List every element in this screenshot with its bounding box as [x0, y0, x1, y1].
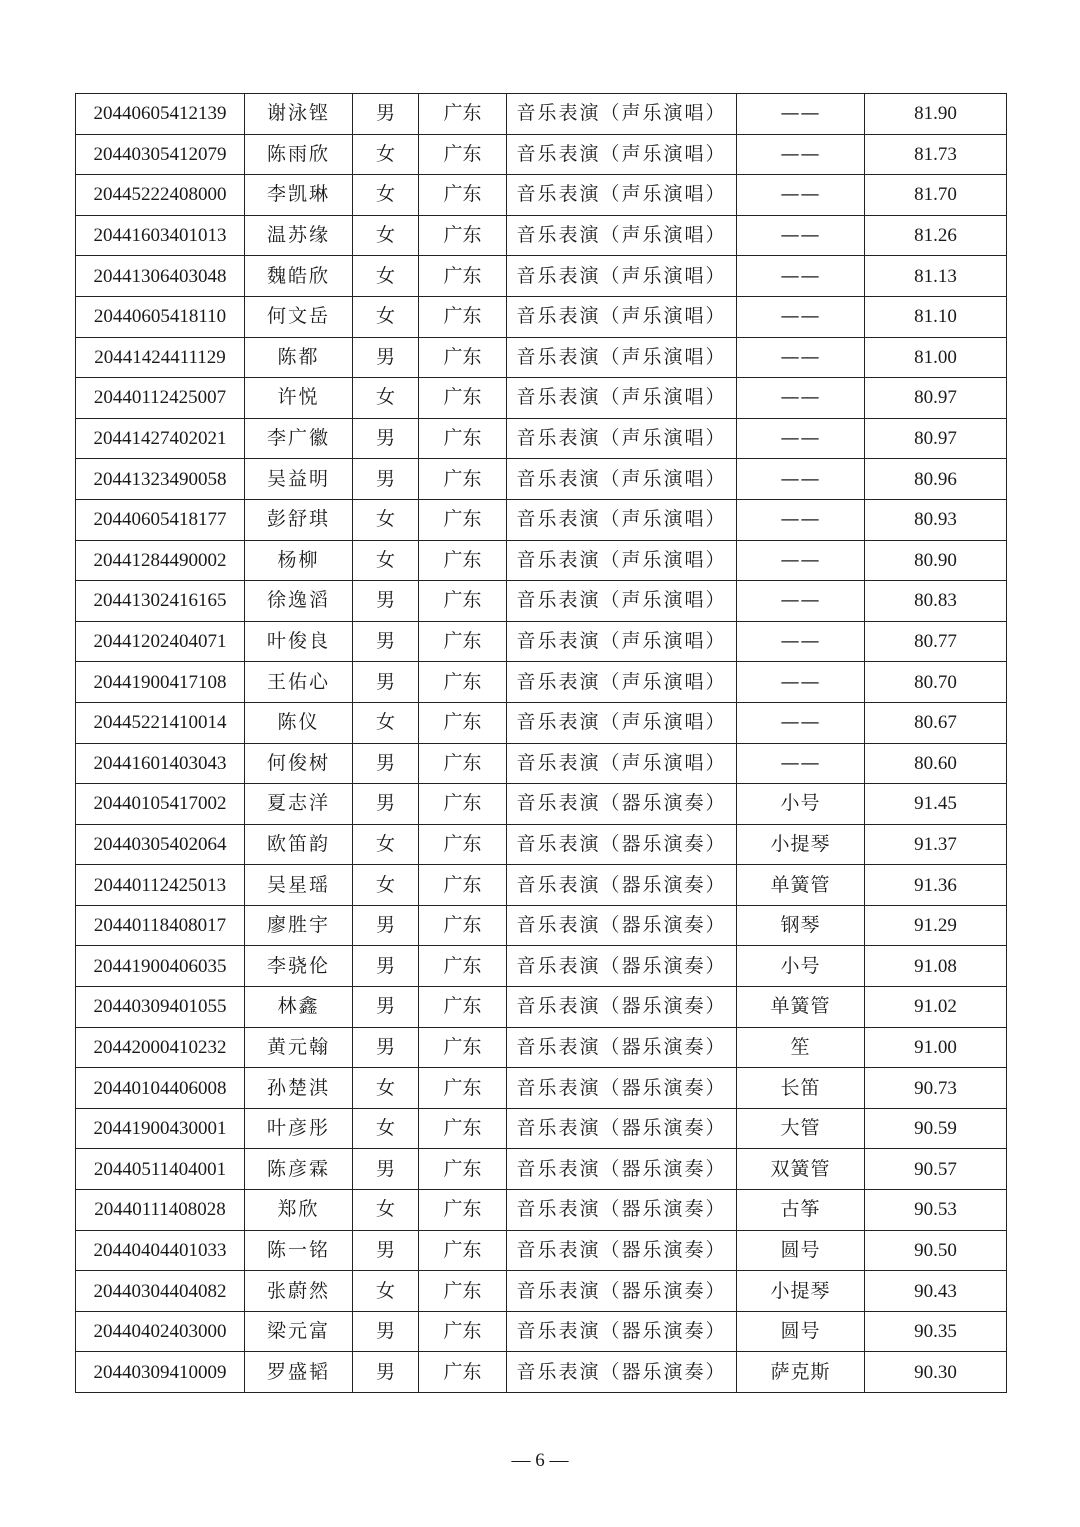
cell-candidate-id: 20441306403048: [76, 256, 245, 297]
cell-score: 80.77: [865, 621, 1007, 662]
cell-major: 音乐表演（器乐演奏）: [507, 1230, 737, 1271]
cell-candidate-id: 20440104406008: [76, 1068, 245, 1109]
cell-gender: 女: [353, 175, 419, 216]
cell-province: 广东: [419, 784, 507, 825]
cell-gender: 女: [353, 215, 419, 256]
table-row: [76, 905, 1007, 946]
table-row: [76, 621, 1007, 662]
cell-name: 何俊树: [245, 743, 353, 784]
cell-instrument: ——: [737, 743, 865, 784]
cell-province: 广东: [419, 1271, 507, 1312]
cell-major: 音乐表演（声乐演唱）: [507, 256, 737, 297]
cell-name: 孙楚淇: [245, 1068, 353, 1109]
cell-major: 音乐表演（器乐演奏）: [507, 824, 737, 865]
cell-score: 81.90: [865, 94, 1007, 135]
cell-score: 91.45: [865, 784, 1007, 825]
cell-major: 音乐表演（器乐演奏）: [507, 1271, 737, 1312]
cell-instrument: 小号: [737, 946, 865, 987]
cell-score: 90.59: [865, 1108, 1007, 1149]
cell-instrument: ——: [737, 581, 865, 622]
cell-major: 音乐表演（声乐演唱）: [507, 499, 737, 540]
cell-score: 80.67: [865, 702, 1007, 743]
cell-instrument: ——: [737, 621, 865, 662]
cell-candidate-id: 20441603401013: [76, 215, 245, 256]
cell-province: 广东: [419, 1027, 507, 1068]
cell-instrument: 古筝: [737, 1190, 865, 1231]
table-row: [76, 662, 1007, 703]
cell-score: 91.37: [865, 824, 1007, 865]
cell-gender: 男: [353, 581, 419, 622]
cell-candidate-id: 20441302416165: [76, 581, 245, 622]
cell-candidate-id: 20441424411129: [76, 337, 245, 378]
table-row: [76, 1271, 1007, 1312]
cell-major: 音乐表演（器乐演奏）: [507, 1027, 737, 1068]
table-row: [76, 175, 1007, 216]
cell-instrument: ——: [737, 418, 865, 459]
cell-candidate-id: 20440605418177: [76, 499, 245, 540]
cell-instrument: ——: [737, 662, 865, 703]
cell-gender: 男: [353, 94, 419, 135]
table-row: [76, 1352, 1007, 1393]
cell-candidate-id: 20441900430001: [76, 1108, 245, 1149]
cell-major: 音乐表演（声乐演唱）: [507, 175, 737, 216]
table-row: [76, 865, 1007, 906]
cell-major: 音乐表演（声乐演唱）: [507, 459, 737, 500]
cell-candidate-id: 20441284490002: [76, 540, 245, 581]
cell-candidate-id: 20440112425007: [76, 378, 245, 419]
cell-score: 80.97: [865, 378, 1007, 419]
cell-name: 陈彦霖: [245, 1149, 353, 1190]
cell-score: 90.30: [865, 1352, 1007, 1393]
table-row: [76, 134, 1007, 175]
cell-gender: 男: [353, 1230, 419, 1271]
cell-instrument: 圆号: [737, 1311, 865, 1352]
table-row: [76, 581, 1007, 622]
cell-name: 吴星瑶: [245, 865, 353, 906]
cell-province: 广东: [419, 1352, 507, 1393]
cell-gender: 男: [353, 987, 419, 1028]
cell-candidate-id: 20441323490058: [76, 459, 245, 500]
cell-score: 90.57: [865, 1149, 1007, 1190]
cell-province: 广东: [419, 256, 507, 297]
cell-score: 81.10: [865, 296, 1007, 337]
cell-gender: 男: [353, 662, 419, 703]
cell-province: 广东: [419, 662, 507, 703]
cell-major: 音乐表演（器乐演奏）: [507, 905, 737, 946]
cell-gender: 女: [353, 1190, 419, 1231]
cell-major: 音乐表演（器乐演奏）: [507, 1068, 737, 1109]
cell-gender: 女: [353, 1108, 419, 1149]
table-row: [76, 378, 1007, 419]
cell-province: 广东: [419, 824, 507, 865]
cell-gender: 女: [353, 378, 419, 419]
cell-major: 音乐表演（声乐演唱）: [507, 418, 737, 459]
cell-score: 81.26: [865, 215, 1007, 256]
cell-instrument: 单簧管: [737, 987, 865, 1028]
table-row: [76, 987, 1007, 1028]
cell-province: 广东: [419, 378, 507, 419]
cell-gender: 女: [353, 134, 419, 175]
cell-candidate-id: 20441900406035: [76, 946, 245, 987]
cell-province: 广东: [419, 215, 507, 256]
cell-major: 音乐表演（器乐演奏）: [507, 865, 737, 906]
cell-score: 81.70: [865, 175, 1007, 216]
cell-instrument: ——: [737, 296, 865, 337]
cell-major: 音乐表演（声乐演唱）: [507, 621, 737, 662]
cell-province: 广东: [419, 540, 507, 581]
cell-name: 谢泳铿: [245, 94, 353, 135]
cell-score: 90.50: [865, 1230, 1007, 1271]
table-row: [76, 540, 1007, 581]
cell-instrument: 笙: [737, 1027, 865, 1068]
table-row: [76, 459, 1007, 500]
cell-name: 吴益明: [245, 459, 353, 500]
table-row: [76, 1149, 1007, 1190]
cell-name: 李凯琳: [245, 175, 353, 216]
cell-candidate-id: 20440111408028: [76, 1190, 245, 1231]
cell-major: 音乐表演（声乐演唱）: [507, 743, 737, 784]
cell-major: 音乐表演（器乐演奏）: [507, 987, 737, 1028]
table-row: [76, 1108, 1007, 1149]
cell-candidate-id: 20440404401033: [76, 1230, 245, 1271]
cell-province: 广东: [419, 1108, 507, 1149]
admission-results-table: [75, 93, 1007, 1393]
cell-instrument: 大管: [737, 1108, 865, 1149]
cell-province: 广东: [419, 743, 507, 784]
cell-instrument: ——: [737, 540, 865, 581]
cell-instrument: ——: [737, 702, 865, 743]
cell-score: 80.60: [865, 743, 1007, 784]
cell-instrument: ——: [737, 499, 865, 540]
cell-name: 陈一铭: [245, 1230, 353, 1271]
cell-score: 90.53: [865, 1190, 1007, 1231]
cell-major: 音乐表演（声乐演唱）: [507, 540, 737, 581]
cell-instrument: ——: [737, 215, 865, 256]
cell-gender: 女: [353, 1068, 419, 1109]
cell-score: 80.97: [865, 418, 1007, 459]
cell-major: 音乐表演（器乐演奏）: [507, 784, 737, 825]
cell-instrument: ——: [737, 337, 865, 378]
cell-name: 叶彦彤: [245, 1108, 353, 1149]
cell-score: 91.08: [865, 946, 1007, 987]
cell-instrument: ——: [737, 459, 865, 500]
cell-candidate-id: 20440105417002: [76, 784, 245, 825]
cell-score: 80.96: [865, 459, 1007, 500]
cell-major: 音乐表演（声乐演唱）: [507, 662, 737, 703]
cell-candidate-id: 20440402403000: [76, 1311, 245, 1352]
cell-instrument: ——: [737, 256, 865, 297]
table-row: [76, 824, 1007, 865]
cell-candidate-id: 20445221410014: [76, 702, 245, 743]
cell-candidate-id: 20441427402021: [76, 418, 245, 459]
cell-gender: 女: [353, 702, 419, 743]
cell-major: 音乐表演（声乐演唱）: [507, 134, 737, 175]
cell-instrument: 小提琴: [737, 1271, 865, 1312]
cell-score: 90.43: [865, 1271, 1007, 1312]
cell-instrument: 长笛: [737, 1068, 865, 1109]
cell-gender: 女: [353, 256, 419, 297]
cell-name: 彭舒琪: [245, 499, 353, 540]
cell-gender: 男: [353, 743, 419, 784]
cell-instrument: 圆号: [737, 1230, 865, 1271]
cell-score: 81.73: [865, 134, 1007, 175]
cell-candidate-id: 20441900417108: [76, 662, 245, 703]
cell-gender: 男: [353, 946, 419, 987]
cell-province: 广东: [419, 296, 507, 337]
cell-province: 广东: [419, 865, 507, 906]
cell-candidate-id: 20440605418110: [76, 296, 245, 337]
cell-score: 91.36: [865, 865, 1007, 906]
cell-gender: 女: [353, 824, 419, 865]
cell-gender: 男: [353, 905, 419, 946]
cell-province: 广东: [419, 987, 507, 1028]
cell-gender: 女: [353, 540, 419, 581]
table-row: [76, 784, 1007, 825]
cell-major: 音乐表演（声乐演唱）: [507, 215, 737, 256]
cell-name: 王佑心: [245, 662, 353, 703]
cell-instrument: ——: [737, 94, 865, 135]
cell-instrument: 小号: [737, 784, 865, 825]
page-number: — 6 —: [511, 1450, 569, 1471]
cell-province: 广东: [419, 905, 507, 946]
cell-province: 广东: [419, 1190, 507, 1231]
cell-name: 温苏缘: [245, 215, 353, 256]
cell-name: 欧笛韵: [245, 824, 353, 865]
cell-gender: 女: [353, 499, 419, 540]
cell-major: 音乐表演（器乐演奏）: [507, 1149, 737, 1190]
cell-candidate-id: 20440511404001: [76, 1149, 245, 1190]
cell-province: 广东: [419, 94, 507, 135]
cell-province: 广东: [419, 499, 507, 540]
cell-candidate-id: 20441202404071: [76, 621, 245, 662]
cell-candidate-id: 20440118408017: [76, 905, 245, 946]
cell-instrument: ——: [737, 134, 865, 175]
cell-province: 广东: [419, 459, 507, 500]
cell-candidate-id: 20440305402064: [76, 824, 245, 865]
cell-province: 广东: [419, 1149, 507, 1190]
cell-name: 陈雨欣: [245, 134, 353, 175]
cell-province: 广东: [419, 946, 507, 987]
cell-candidate-id: 20440112425013: [76, 865, 245, 906]
cell-name: 徐逸滔: [245, 581, 353, 622]
cell-name: 陈都: [245, 337, 353, 378]
table-row: [76, 1311, 1007, 1352]
cell-gender: 男: [353, 418, 419, 459]
cell-major: 音乐表演（器乐演奏）: [507, 1311, 737, 1352]
cell-name: 林鑫: [245, 987, 353, 1028]
cell-candidate-id: 20440309401055: [76, 987, 245, 1028]
cell-name: 张蔚然: [245, 1271, 353, 1312]
cell-major: 音乐表演（声乐演唱）: [507, 581, 737, 622]
cell-score: 80.83: [865, 581, 1007, 622]
table-row: [76, 946, 1007, 987]
cell-name: 叶俊良: [245, 621, 353, 662]
cell-score: 91.00: [865, 1027, 1007, 1068]
cell-name: 黄元翰: [245, 1027, 353, 1068]
table-row: [76, 1230, 1007, 1271]
cell-candidate-id: 20440309410009: [76, 1352, 245, 1393]
cell-major: 音乐表演（器乐演奏）: [507, 1108, 737, 1149]
cell-name: 罗盛韬: [245, 1352, 353, 1393]
cell-province: 广东: [419, 621, 507, 662]
cell-province: 广东: [419, 337, 507, 378]
cell-score: 91.29: [865, 905, 1007, 946]
cell-candidate-id: 20440304404082: [76, 1271, 245, 1312]
table-row: [76, 702, 1007, 743]
cell-instrument: 小提琴: [737, 824, 865, 865]
table-row: [76, 337, 1007, 378]
cell-gender: 男: [353, 459, 419, 500]
cell-instrument: ——: [737, 378, 865, 419]
cell-instrument: 双簧管: [737, 1149, 865, 1190]
cell-province: 广东: [419, 702, 507, 743]
cell-province: 广东: [419, 175, 507, 216]
cell-name: 何文岳: [245, 296, 353, 337]
cell-gender: 女: [353, 1271, 419, 1312]
cell-major: 音乐表演（声乐演唱）: [507, 296, 737, 337]
cell-gender: 男: [353, 1027, 419, 1068]
table-body: [76, 94, 1007, 1393]
cell-major: 音乐表演（声乐演唱）: [507, 702, 737, 743]
table-row: [76, 418, 1007, 459]
cell-gender: 男: [353, 1149, 419, 1190]
cell-score: 91.02: [865, 987, 1007, 1028]
cell-instrument: 钢琴: [737, 905, 865, 946]
cell-province: 广东: [419, 1311, 507, 1352]
cell-candidate-id: 20441601403043: [76, 743, 245, 784]
cell-instrument: 单簧管: [737, 865, 865, 906]
table-row: [76, 296, 1007, 337]
cell-instrument: 萨克斯: [737, 1352, 865, 1393]
cell-major: 音乐表演（声乐演唱）: [507, 337, 737, 378]
cell-gender: 男: [353, 337, 419, 378]
cell-major: 音乐表演（器乐演奏）: [507, 946, 737, 987]
cell-instrument: ——: [737, 175, 865, 216]
table-row: [76, 215, 1007, 256]
cell-score: 80.90: [865, 540, 1007, 581]
cell-major: 音乐表演（声乐演唱）: [507, 378, 737, 419]
cell-gender: 男: [353, 784, 419, 825]
table-row: [76, 499, 1007, 540]
cell-province: 广东: [419, 134, 507, 175]
cell-candidate-id: 20440305412079: [76, 134, 245, 175]
cell-score: 80.93: [865, 499, 1007, 540]
cell-score: 90.73: [865, 1068, 1007, 1109]
cell-name: 魏皓欣: [245, 256, 353, 297]
table-row: [76, 1027, 1007, 1068]
cell-candidate-id: 20445222408000: [76, 175, 245, 216]
table-row: [76, 94, 1007, 135]
cell-name: 陈仪: [245, 702, 353, 743]
cell-score: 81.13: [865, 256, 1007, 297]
cell-candidate-id: 20442000410232: [76, 1027, 245, 1068]
cell-province: 广东: [419, 1068, 507, 1109]
cell-name: 夏志洋: [245, 784, 353, 825]
cell-name: 郑欣: [245, 1190, 353, 1231]
cell-name: 李广徽: [245, 418, 353, 459]
cell-gender: 女: [353, 865, 419, 906]
cell-name: 杨柳: [245, 540, 353, 581]
cell-gender: 男: [353, 1352, 419, 1393]
cell-name: 许悦: [245, 378, 353, 419]
cell-province: 广东: [419, 1230, 507, 1271]
cell-score: 90.35: [865, 1311, 1007, 1352]
cell-major: 音乐表演（器乐演奏）: [507, 1190, 737, 1231]
cell-name: 李骁伦: [245, 946, 353, 987]
cell-gender: 男: [353, 621, 419, 662]
cell-province: 广东: [419, 581, 507, 622]
cell-name: 梁元富: [245, 1311, 353, 1352]
cell-major: 音乐表演（声乐演唱）: [507, 94, 737, 135]
cell-score: 81.00: [865, 337, 1007, 378]
cell-candidate-id: 20440605412139: [76, 94, 245, 135]
cell-gender: 男: [353, 1311, 419, 1352]
cell-name: 廖胜宇: [245, 905, 353, 946]
cell-gender: 女: [353, 296, 419, 337]
table-row: [76, 1068, 1007, 1109]
table-row: [76, 1190, 1007, 1231]
table-row: [76, 256, 1007, 297]
cell-major: 音乐表演（器乐演奏）: [507, 1352, 737, 1393]
cell-score: 80.70: [865, 662, 1007, 703]
table-row: [76, 743, 1007, 784]
cell-province: 广东: [419, 418, 507, 459]
